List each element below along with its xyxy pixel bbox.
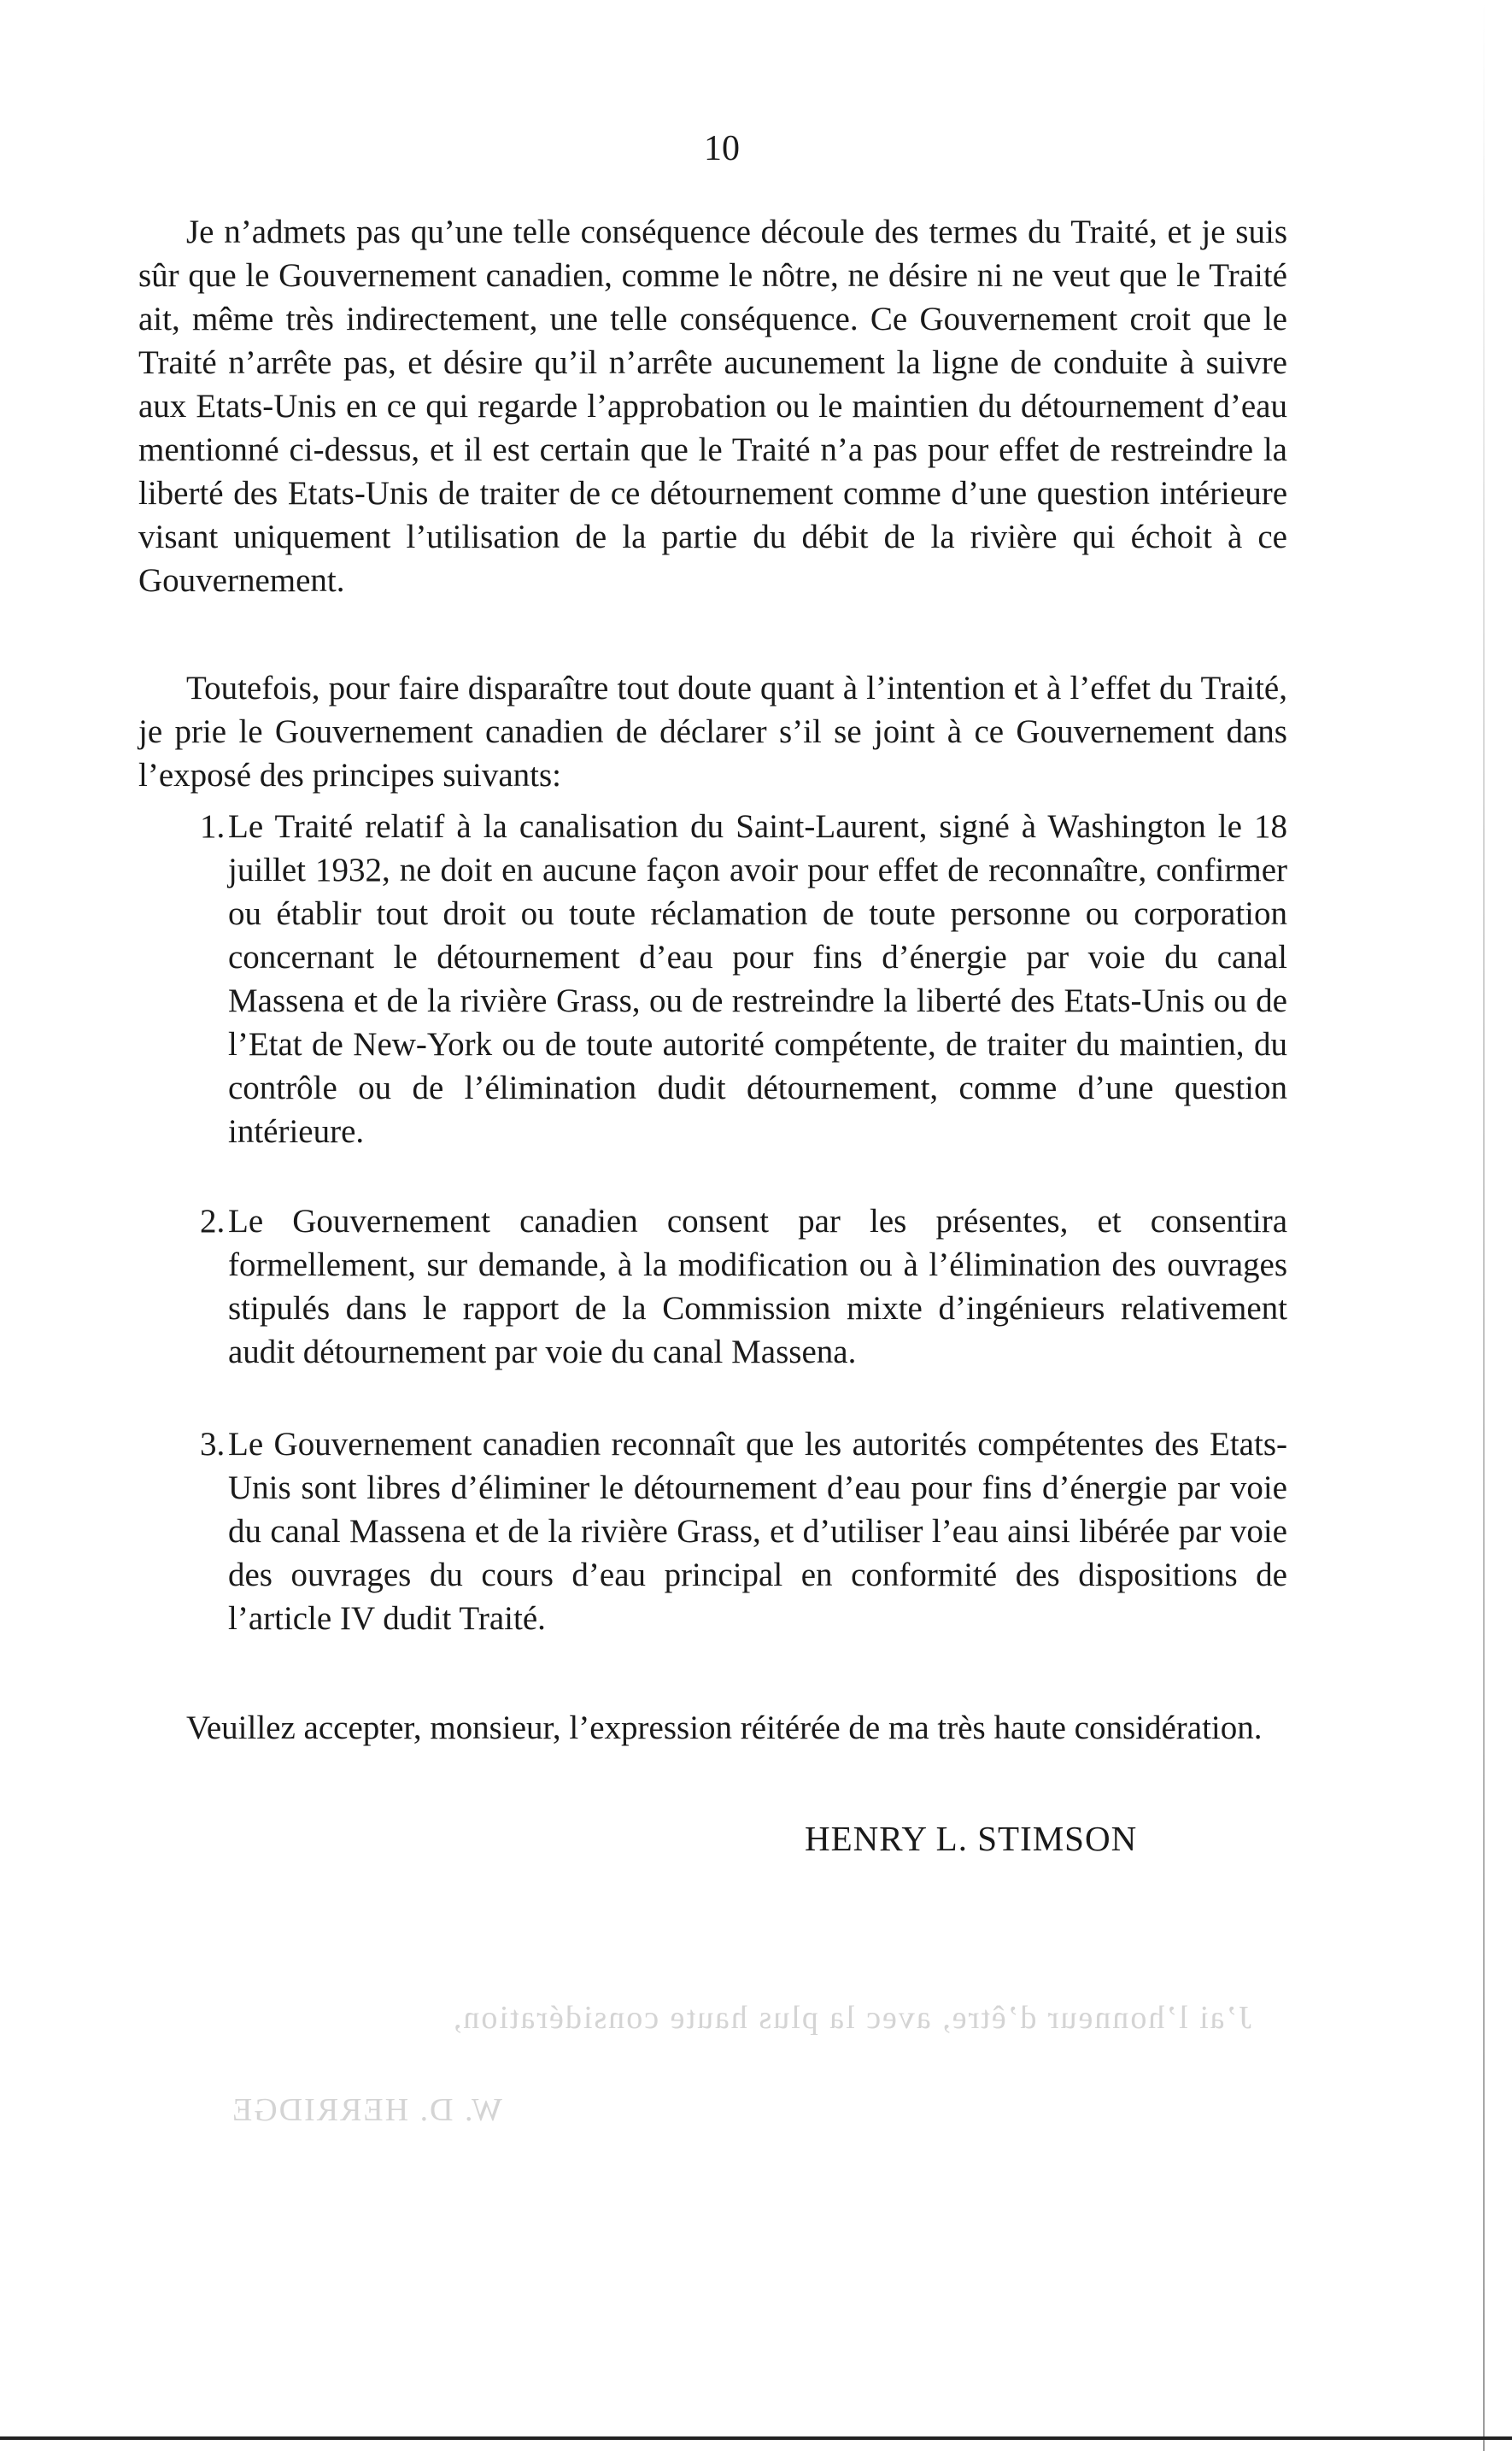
body-paragraph-1: Je n’admets pas qu’une telle conséquence découle des termes du Traité, et je suis sûr que le Gouvernement canadien, comme le nôtre, ne désire ni ne veut que le Traité ait, même très indirectement, une telle conséquence. Ce Gouvernement croit que le Traité n’arrête pas, et désire qu’il n’arrête aucunement la ligne de conduite à suivre aux Etats-Unis en ce qui regarde l’approbation ou le maintien du détournement d’eau mentionné ci-dessus, et il est certain que le Traité n’a pas pour effet de restreindre la liberté des Etats-Unis de traiter de ce détournement comme d’une question intérieure visant uniquement l’utilisation de la partie du débit de la rivière qui échoit à ce Gouvernement. [138, 214, 1287, 599]
list-item [138, 805, 1287, 1153]
list-item-text: Le Gouvernement canadien reconnaît que les autorités compétentes des Etats-Unis sont libres d’éliminer le détournement d’eau pour fins d’énergie par voie du canal Massena et de la rivière Grass, et d’utiliser l’eau ainsi libérée par voie des ouvrages du cours d’eau principal en conformité des dispositions de l’article IV dudit Traité. [228, 1426, 1287, 1637]
bottom-edge-rule [0, 2436, 1512, 2440]
principle-list-item-2 [138, 1199, 1287, 1374]
closing-salutation: Veuillez accepter, monsieur, l’expression réitérée de ma très haute considération. [186, 1709, 1263, 1746]
list-item-text: Le Traité relatif à la canalisation du Saint-Laurent, signé à Washington le 18 juillet 1932, ne doit en aucune façon avoir pour effet de reconnaître, confirmer ou établir tout droit ou toute réclamation de toute personne ou corporation concernant le détournement d’eau pour fins d’énergie par voie du canal Massena et de la rivière Grass, ou de restreindre la liberté des Etats-Unis ou de l’Etat de New-York ou de toute autorité compétente, de traiter du maintien, du contrôle ou de l’élimination dudit détournement, comme d’une question intérieure. [228, 808, 1287, 1150]
list-item [138, 1199, 1287, 1374]
signature: HENRY L. STIMSON [805, 1819, 1138, 1858]
list-item-number: 2. [200, 1203, 226, 1240]
bleed-through-text-line-1: J’ai l’honneur d’être, avec la plus haute considération, [451, 2000, 1251, 2036]
list-item-text: Le Gouvernement canadien consent par les présentes, et consentira formellement, sur demande, à la modification ou à l’élimination des ouvrages stipulés dans le rapport de la Commission mixte d’ingénieurs relativement audit détournement par voie du canal Massena. [228, 1203, 1287, 1370]
bleed-through-text-line-2: W. D. HERRIDGE [231, 2092, 502, 2128]
principle-list-item-3 [138, 1422, 1287, 1640]
page-edge-shadow [1483, 0, 1485, 2451]
body-paragraph-2: Toutefois, pour faire disparaître tout doute quant à l’intention et à l’effet du Traité, je prie le Gouvernement canadien de déclarer s’il se joint à ce Gouvernement dans l’exposé des principes suivants: [138, 670, 1287, 794]
page-number: 10 [704, 129, 740, 168]
principle-list-item-1 [138, 805, 1287, 1153]
list-item-number: 1. [200, 808, 226, 845]
list-item [138, 1422, 1287, 1640]
list-item-number: 3. [200, 1426, 226, 1463]
